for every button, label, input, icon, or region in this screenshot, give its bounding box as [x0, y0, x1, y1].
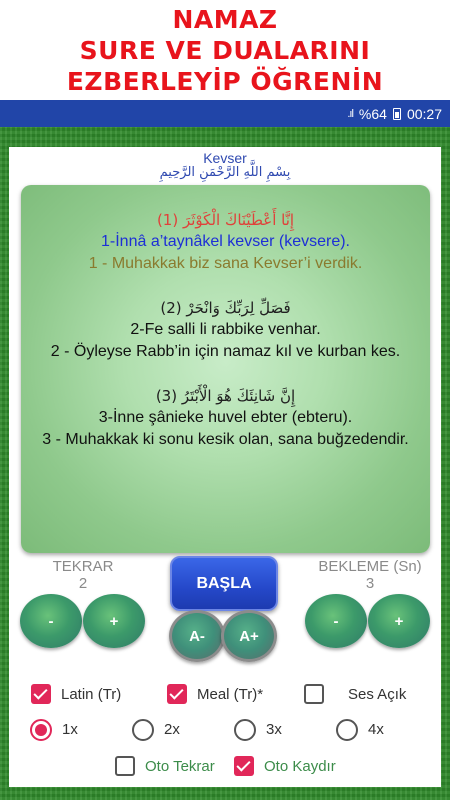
wait-plus-button[interactable]: + [368, 594, 430, 648]
verse-latin: 2-Fe salli li rabbike venhar. [130, 321, 321, 338]
repeat-label-text: TEKRAR [52, 558, 114, 575]
speed-4x-label[interactable]: 4x [368, 721, 384, 738]
promo-line-1: NAMAZ [172, 5, 278, 34]
auto-repeat-label[interactable]: Oto Tekrar [145, 758, 215, 775]
verse-latin: 3-İnne şânieke huvel ebter (ebteru). [98, 409, 353, 426]
verse-arabic: إِنَّ شَانِئَكَ هُوَ الْأَبْتَرُ (3) [155, 387, 296, 405]
verse [21, 209, 430, 275]
font-larger-button[interactable]: A+ [221, 610, 277, 662]
auto-repeat-checkbox[interactable] [115, 756, 135, 776]
verse-arabic: فَصَلِّ لِرَبِّكَ وَانْحَرْ (2) [160, 299, 291, 317]
speed-2x-label[interactable]: 2x [164, 721, 180, 738]
sound-checkbox[interactable] [304, 684, 324, 704]
speed-options-row [0, 716, 450, 746]
status-bar [0, 100, 450, 127]
verse [21, 297, 430, 363]
wait-value: 3 [365, 575, 375, 592]
speed-1x-label[interactable]: 1x [62, 721, 78, 738]
latin-label[interactable]: Latin (Tr) [61, 686, 122, 703]
wait-label-text: BEKLEME (Sn) [318, 558, 422, 575]
speed-1x-radio[interactable] [30, 719, 52, 741]
repeat-plus-button[interactable]: + [83, 594, 145, 648]
battery-icon [393, 108, 401, 120]
verse-latin: 1-İnnâ a’taynâkel kevser (kevsere). [101, 233, 350, 250]
clock: 00:27 [406, 105, 442, 122]
sound-label[interactable]: Ses Açık [348, 686, 407, 703]
speed-3x-label[interactable]: 3x [266, 721, 282, 738]
sura-title: Kevser [203, 150, 247, 166]
verse-meal: 1 - Muhakkak biz sana Kevser’i verdik. [88, 255, 363, 272]
basmala: بِسْمِ اللَّهِ الرَّحْمَنِ الرَّحِيمِ [159, 165, 291, 180]
repeat-minus-button[interactable]: - [20, 594, 82, 648]
speed-2x-radio[interactable] [132, 719, 154, 741]
battery-percent: %64 [358, 105, 387, 122]
auto-options-row [0, 754, 450, 784]
meal-label[interactable]: Meal (Tr)* [197, 686, 264, 703]
font-smaller-button[interactable]: A- [169, 610, 225, 662]
auto-scroll-checkbox[interactable] [234, 756, 254, 776]
meal-checkbox[interactable] [167, 684, 187, 704]
promo-banner [0, 0, 450, 100]
latin-checkbox[interactable] [31, 684, 51, 704]
promo-line-3: EZBERLEYİP ÖĞRENİN [66, 67, 384, 96]
speed-4x-radio[interactable] [336, 719, 358, 741]
display-options-row [0, 681, 450, 711]
start-button[interactable]: BAŞLA [170, 556, 278, 611]
wait-minus-button[interactable]: - [305, 594, 367, 648]
verse [21, 385, 430, 451]
verse-meal: 3 - Muhakkak ki sonu kesik olan, sana buğzedendir. [42, 431, 409, 448]
promo-line-2: SURE VE DUALARINI [79, 36, 371, 65]
repeat-value: 2 [78, 575, 88, 592]
wait-label [306, 558, 434, 592]
signal-icon: .ıl [347, 107, 353, 120]
auto-scroll-label[interactable]: Oto Kaydır [264, 758, 336, 775]
speed-3x-radio[interactable] [234, 719, 256, 741]
verse-arabic: إِنَّا أَعْطَيْنَاكَ الْكَوْثَرَ (1) [156, 211, 295, 229]
repeat-label [38, 558, 128, 592]
sura-text-panel[interactable] [21, 185, 430, 553]
verse-meal: 2 - Öyleyse Rabb’in için namaz kıl ve kurban kes. [50, 343, 401, 360]
